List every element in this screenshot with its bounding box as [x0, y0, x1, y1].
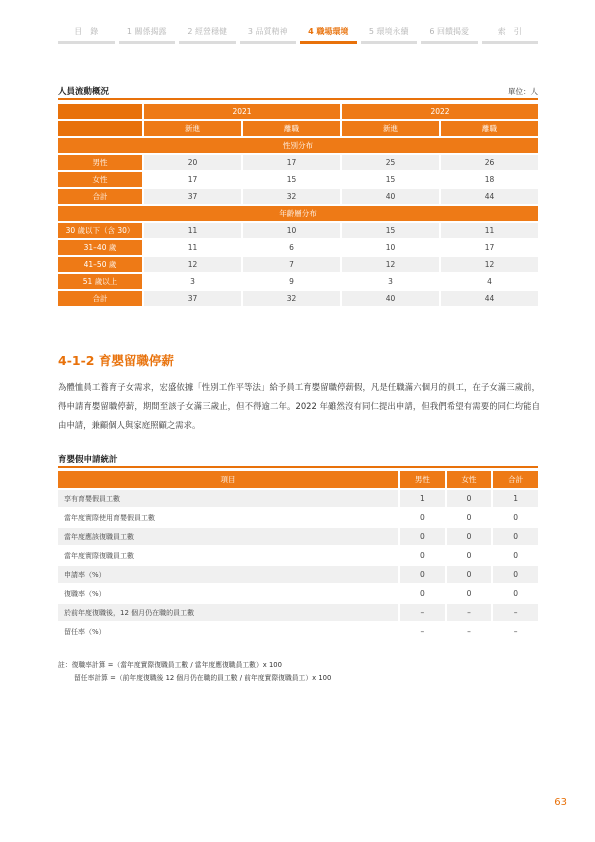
col-header: 合計: [493, 471, 538, 488]
cell: 40: [342, 189, 439, 204]
col-header: 離職: [441, 121, 538, 136]
row-label: 41–50 歲: [58, 257, 142, 272]
table-row: [58, 223, 538, 238]
cell: 17: [243, 155, 340, 170]
cell: 0: [447, 585, 492, 602]
header-row: [58, 471, 538, 488]
corner-cell: [58, 104, 142, 119]
tab-contents[interactable]: 目 錄: [58, 26, 115, 44]
cell: –: [493, 604, 538, 621]
table-row: [58, 604, 538, 621]
table-row: [58, 566, 538, 583]
footnote: 留任率計算 =（前年度復職後 12 個月仍在職的員工數 / 前年度實際復職員工）x 100: [74, 674, 332, 682]
cell: 0: [493, 547, 538, 564]
cell: 0: [400, 585, 445, 602]
subheader-row: [58, 121, 538, 136]
table-row: [58, 585, 538, 602]
table-row: [58, 172, 538, 187]
cell: 15: [243, 172, 340, 187]
cell: 12: [342, 257, 439, 272]
cell: 0: [447, 547, 492, 564]
cell: 15: [342, 172, 439, 187]
cell: 9: [243, 274, 340, 289]
col-header: 離職: [243, 121, 340, 136]
cell: 11: [144, 240, 241, 255]
cell: 10: [243, 223, 340, 238]
cell: 0: [493, 528, 538, 545]
cell: 17: [441, 240, 538, 255]
group-row: [58, 206, 538, 221]
cell: 10: [342, 240, 439, 255]
unit-label: 單位：人: [508, 87, 538, 96]
cell: 6: [243, 240, 340, 255]
cell: 40: [342, 291, 439, 306]
cell: 26: [441, 155, 538, 170]
cell: 0: [493, 509, 538, 526]
row-label: 30 歲以下（含 30）: [58, 223, 142, 238]
table-row: [58, 240, 538, 255]
row-label: 留任率（%）: [58, 623, 398, 640]
cell: 11: [144, 223, 241, 238]
table-row: [58, 291, 538, 306]
row-label: 當年度實際復職員工數: [58, 547, 398, 564]
cell: –: [400, 604, 445, 621]
title-divider: [58, 466, 538, 468]
row-label: 申請率（%）: [58, 566, 398, 583]
table-row: [58, 257, 538, 272]
cell: 25: [342, 155, 439, 170]
cell: 20: [144, 155, 241, 170]
row-label: 女性: [58, 172, 142, 187]
cell: 0: [447, 528, 492, 545]
page-number: 63: [554, 797, 567, 808]
cell: 11: [441, 223, 538, 238]
title-divider: [58, 98, 538, 100]
group-row: [58, 138, 538, 153]
cell: 18: [441, 172, 538, 187]
table-row: [58, 509, 538, 526]
tab-environment[interactable]: 5 環境永續: [361, 26, 418, 44]
table-row: [58, 528, 538, 545]
row-label: 當年度應該復職員工數: [58, 528, 398, 545]
row-label: 51 歲以上: [58, 274, 142, 289]
cell: 0: [493, 585, 538, 602]
cell: 37: [144, 291, 241, 306]
cell: 0: [447, 490, 492, 507]
cell: 0: [400, 547, 445, 564]
tab-quality[interactable]: 3 品質精神: [240, 26, 297, 44]
year-header: 2021: [144, 104, 340, 119]
cell: 7: [243, 257, 340, 272]
cell: 12: [441, 257, 538, 272]
cell: 32: [243, 291, 340, 306]
col-header: 男性: [400, 471, 445, 488]
tab-workplace[interactable]: 4 職場環境: [300, 26, 357, 44]
row-label: 享有育嬰假員工數: [58, 490, 398, 507]
cell: –: [447, 604, 492, 621]
table-row: [58, 547, 538, 564]
row-label: 當年度實際使用育嬰假員工數: [58, 509, 398, 526]
table-row: [58, 623, 538, 640]
cell: 0: [400, 566, 445, 583]
cell: 4: [441, 274, 538, 289]
table-row: [58, 490, 538, 507]
cell: 0: [400, 509, 445, 526]
cell: 15: [342, 223, 439, 238]
col-header: 項目: [58, 471, 398, 488]
row-label: 男性: [58, 155, 142, 170]
row-label: 31–40 歲: [58, 240, 142, 255]
col-header: 新進: [144, 121, 241, 136]
row-label: 於前年度復職後，12 個月仍在職的員工數: [58, 604, 398, 621]
tab-index[interactable]: 索 引: [482, 26, 539, 44]
cell: 0: [447, 566, 492, 583]
parental-leave-table: [56, 469, 540, 642]
tab-operations[interactable]: 2 經營穩健: [179, 26, 236, 44]
group-header-gender: 性別分布: [58, 138, 538, 153]
row-label: 合計: [58, 189, 142, 204]
cell: 17: [144, 172, 241, 187]
table-row: [58, 189, 538, 204]
cell: 3: [342, 274, 439, 289]
cell: 32: [243, 189, 340, 204]
group-header-age: 年齡層分布: [58, 206, 538, 221]
col-header: 新進: [342, 121, 439, 136]
cell: 44: [441, 291, 538, 306]
cell: 0: [493, 566, 538, 583]
cell: –: [493, 623, 538, 640]
cell: 1: [400, 490, 445, 507]
section-heading: 4-1-2 育嬰留職停薪: [58, 353, 174, 368]
corner-cell: [58, 121, 142, 136]
footnotes: [58, 659, 331, 685]
parental-leave-table-title: 育嬰假申請統計: [58, 455, 118, 465]
footnote: 註：復職率計算 =（當年度實際復職員工數 / 當年度應復職員工數）x 100: [58, 661, 282, 669]
turnover-table: [56, 102, 540, 308]
tab-relations[interactable]: 1 關係揭露: [119, 26, 176, 44]
section-nav: [58, 26, 538, 44]
cell: 0: [400, 528, 445, 545]
cell: 44: [441, 189, 538, 204]
cell: 1: [493, 490, 538, 507]
tab-community[interactable]: 6 回饋揭愛: [421, 26, 478, 44]
cell: –: [447, 623, 492, 640]
row-label: 合計: [58, 291, 142, 306]
cell: 12: [144, 257, 241, 272]
cell: 37: [144, 189, 241, 204]
year-header-row: [58, 104, 538, 119]
body-paragraph: 為體恤員工養育子女需求，宏盛依據「性別工作平等法」給予員工育嬰留職停薪假，凡是任職滿六個月的員工，在子女滿三歲前，得申請育嬰留職停薪，期間至該子女滿三歲止，但不得逾二年。2022 年雖然沒有同仁提出申請，但我們希望有需要的同仁均能自由申請，兼顧個人與家庭照顧之需求。: [58, 382, 540, 430]
table-row: [58, 155, 538, 170]
row-label: 復職率（%）: [58, 585, 398, 602]
col-header: 女性: [447, 471, 492, 488]
cell: 3: [144, 274, 241, 289]
year-header: 2022: [342, 104, 538, 119]
cell: 0: [447, 509, 492, 526]
cell: –: [400, 623, 445, 640]
table-row: [58, 274, 538, 289]
turnover-table-title: 人員流動概況: [58, 87, 110, 97]
